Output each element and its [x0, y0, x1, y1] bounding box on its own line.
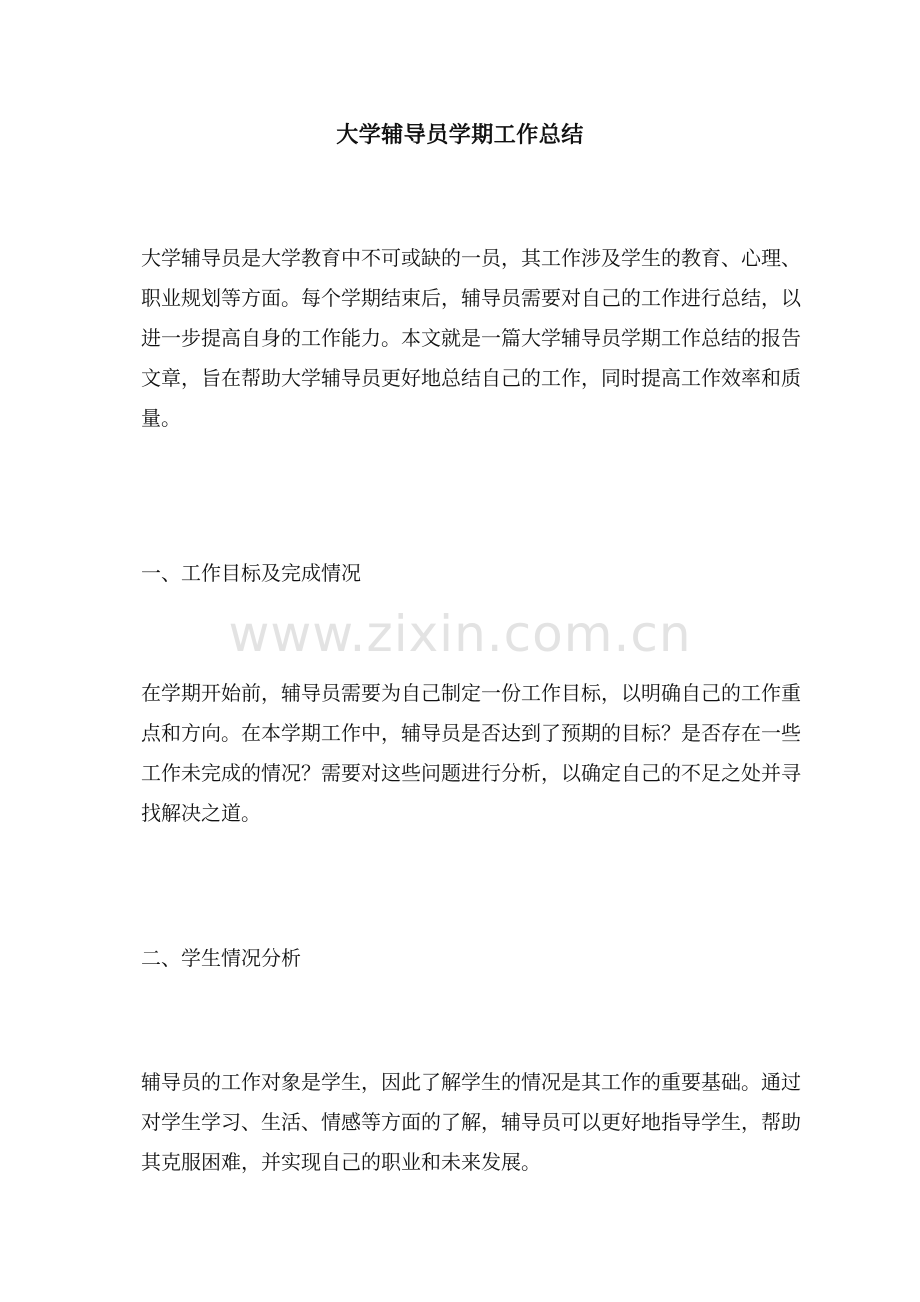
section-heading-2: 二、学生情况分析 [141, 946, 301, 970]
section-body-2: 辅导员的工作对象是学生，因此了解学生的情况是其工作的重要基础。通过对学生学习、生活、情感等方面的了解，辅导员可以更好地指导学生，帮助其克服困难，并实现自己的职业和未来发展。 [141, 1070, 801, 1174]
intro-paragraph: 大学辅导员是大学教育中不可或缺的一员，其工作涉及学生的教育、心理、职业规划等方面。每个学期结束后，辅导员需要对自己的工作进行总结，以进一步提高自身的工作能力。本文就是一篇大学辅导员学期工作总结的报告文章，旨在帮助大学辅导员更好地总结自己的工作，同时提高工作效率和质量。 [141, 246, 801, 430]
section-heading-1: 一、工作目标及完成情况 [141, 561, 361, 585]
section-body-1: 在学期开始前，辅导员需要为自己制定一份工作目标，以明确自己的工作重点和方向。在本学期工作中，辅导员是否达到了预期的目标？是否存在一些工作未完成的情况？需要对这些问题进行分析，以确定自己的不足之处并寻找解决之道。 [141, 681, 801, 825]
watermark: www.zixin.com.cn [228, 605, 692, 663]
document-title: 大学辅导员学期工作总结 [336, 123, 584, 148]
